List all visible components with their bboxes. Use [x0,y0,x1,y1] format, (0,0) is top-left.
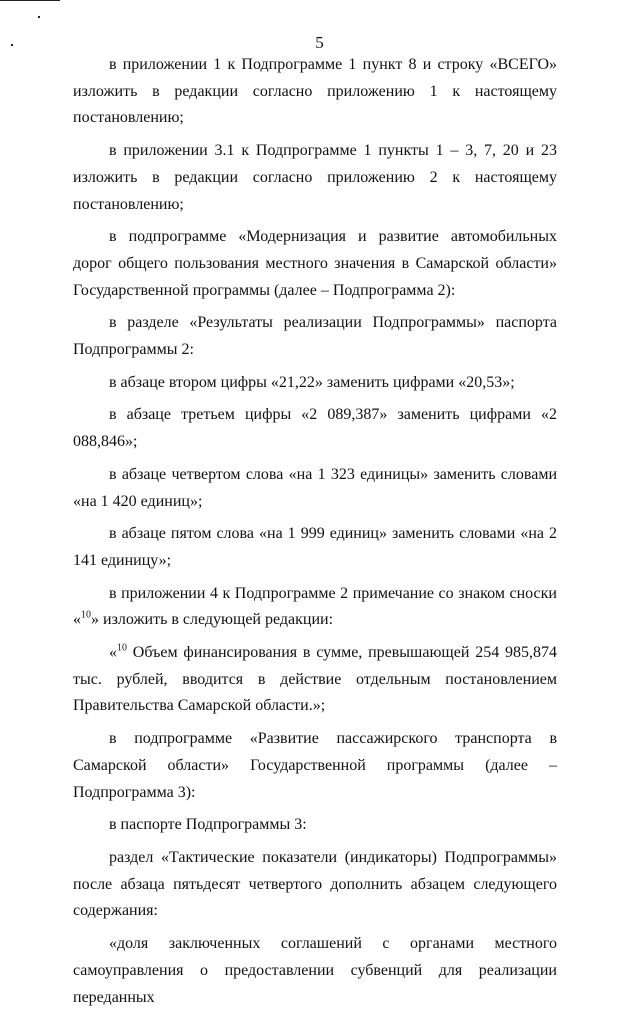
paragraph-4: в разделе «Результаты реализации Подпрограммы» паспорта Подпрограммы 2: [73,314,557,359]
paragraph-6: в абзаце третьем цифры «2 089,387» заменить цифрами «2 088,846»; [73,406,557,451]
page-number: 5 [315,33,324,52]
footnote-mark: 10 [81,610,91,622]
scan-mark-top-line [0,0,60,1]
document-body [73,52,557,1011]
paragraph-1: в приложении 1 к Подпрограмме 1 пункт 8 и строку «ВСЕГО» изложить в редакции согласно приложению 1 к настоящему постановлению; [73,56,557,127]
paragraph-3: в подпрограмме «Модернизация и развитие автомобильных дорог общего пользования местного значения в Самарской области» Государственной программы (далее – Подпрограмма 2): [73,228,557,299]
paragraph-10-after: Объем финансирования в сумме, превышающей 254 985,874 тыс. рублей, вводится в действие отдельным постановлением Правительства Самарской области.»; [73,644,557,715]
paragraph-9-after: » изложить в следующей редакции: [91,611,334,629]
paragraph-10 [73,640,557,720]
paragraph-14: «доля заключенных соглашений с органами местного самоуправления о предоставлении субвенций для реализации переданных [73,935,557,1006]
footnote-mark: 10 [117,642,127,654]
paragraph-10-before: « [109,644,117,662]
paragraph-5: в абзаце втором цифры «21,22» заменить цифрами «20,53»; [109,373,515,391]
paragraph-8: в абзаце пятом слова «на 1 999 единиц» заменить словами «на 2 141 единицу»; [73,525,557,569]
scan-dot-1 [38,16,40,18]
paragraph-13: раздел «Тактические показатели (индикаторы) Подпрограммы» после абзаца пятьдесят четвертого дополнить абзацем следующего содержания: [73,848,557,920]
paragraph-11: в подпрограмме «Развитие пассажирского транспорта в Самарской области» Государственной программы (далее – Подпрограмма 3): [73,730,557,801]
paragraph-9-before: в приложении 4 к Подпрограмме 2 примечание со знаком сноски « [73,584,557,629]
paragraph-2: в приложении 3.1 к Подпрограмме 1 пункты 1 – 3, 7, 20 и 23 изложить в редакции согласно приложению 2 к настоящему постановлению; [73,142,557,213]
paragraph-12: в паспорте Подпрограммы 3: [109,816,307,834]
paragraph-7: в абзаце четвертом слова «на 1 323 единицы» заменить словами «на 1 420 единиц»; [73,465,557,510]
paragraph-9 [73,581,557,634]
